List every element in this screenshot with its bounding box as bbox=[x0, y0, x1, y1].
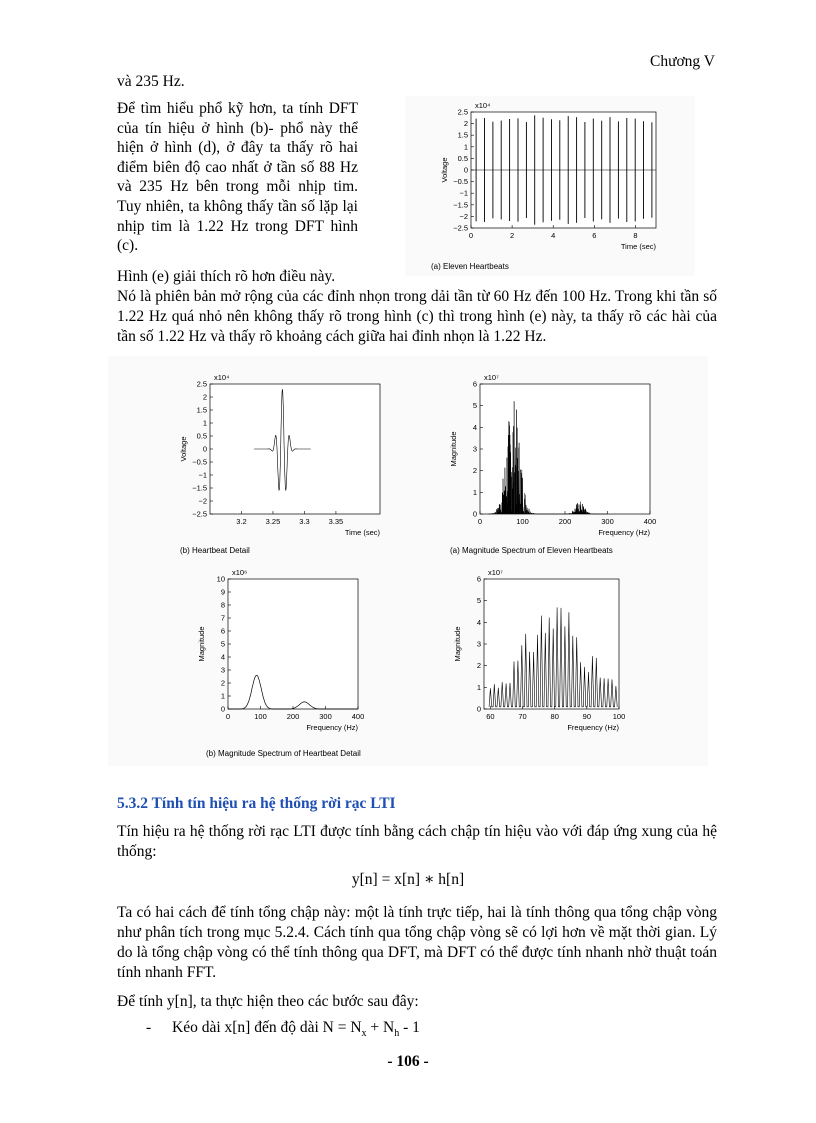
chart-spectrum-eleven bbox=[444, 366, 664, 551]
y-tick-label: 2.5 bbox=[196, 379, 207, 389]
chart-spectrum-zoom bbox=[453, 561, 650, 746]
y-tick-label: 0 bbox=[202, 444, 207, 454]
y-tick-label: 3 bbox=[220, 665, 225, 675]
x-tick-label: 2 bbox=[510, 231, 515, 240]
x-tick-label: 70 bbox=[518, 712, 527, 721]
x-tick-label: 0 bbox=[477, 517, 483, 526]
x-tick-label: 0 bbox=[225, 712, 231, 721]
chart-heartbeat-detail bbox=[166, 366, 396, 551]
y-tick-label: 0.5 bbox=[457, 153, 468, 163]
x-tick-label: 3.3 bbox=[299, 517, 310, 526]
paragraph-1: Để tìm hiểu phổ kỹ hơn, ta tính DFT của tín hiệu ở hình (b)- phổ này thể hiện ở hình (d), ở đây ta thấy rõ hai điểm biên độ cao nhất ở tần số 88 Hz và 235 Hz bên trong mỗi nhịp tim. Tuy nhiên, ta không thấy tần số lặp lại nhịp tim là 1.22 Hz trong DFT hình (c). bbox=[117, 100, 358, 255]
y-tick-label: 1 bbox=[476, 682, 481, 692]
chapter-header: Chương V bbox=[650, 53, 715, 70]
x-tick-label: 80 bbox=[550, 712, 559, 721]
x-axis-label: Frequency (Hz) bbox=[567, 723, 619, 732]
bullet-dash: - bbox=[146, 1019, 152, 1036]
y-tick-label: 1 bbox=[472, 487, 477, 497]
y-axis-label: Voltage bbox=[440, 157, 449, 183]
page-number: - 106 - bbox=[387, 1053, 429, 1070]
x-axis-label: Time (sec) bbox=[344, 528, 380, 537]
y-tick-label: 0 bbox=[220, 704, 225, 714]
x-tick-label: 200 bbox=[558, 517, 572, 526]
x-tick-label: 300 bbox=[601, 517, 614, 526]
y-tick-label: −1.5 bbox=[453, 200, 468, 210]
y-tick-label: 2 bbox=[220, 678, 225, 688]
paragraph-2-first-line: Hình (e) giải thích rõ hơn điều này. bbox=[117, 268, 336, 285]
y-tick-label: 2 bbox=[463, 119, 468, 129]
chart-spectrum-detail bbox=[196, 561, 386, 746]
y-tick-label: 4 bbox=[220, 652, 225, 662]
y-tick-label: 4 bbox=[476, 617, 481, 627]
y-tick-label: 3 bbox=[476, 639, 481, 649]
y-axis-label: Magnitude bbox=[197, 626, 206, 662]
x-axis-label: Frequency (Hz) bbox=[306, 723, 358, 732]
paragraph-4: Ta có hai cách để tính tổng chập này: một là tính trực tiếp, hai là tính thông qua tổng chập vòng như phân tích trong mục 5.2.4. Cách tính qua tổng chập vòng sẽ có lợi hơn về mặt thời gian. Lý do là tổng chập vòng có thể tính thông qua DFT, mà DFT có thể được tính nhanh nhờ thuật toán tính nhanh FFT. bbox=[117, 904, 717, 981]
y-tick-label: 0 bbox=[476, 704, 481, 714]
y-tick-label: 2 bbox=[202, 392, 207, 402]
axis-exponent: x10⁷ bbox=[488, 568, 503, 577]
x-tick-label: 100 bbox=[516, 517, 529, 526]
y-tick-label: 0.5 bbox=[196, 431, 207, 441]
y-tick-label: −2.5 bbox=[192, 509, 207, 519]
y-tick-label: 0 bbox=[463, 165, 468, 175]
y-tick-label: 2 bbox=[476, 661, 481, 671]
y-tick-label: −1 bbox=[459, 188, 468, 198]
figure-d-caption: (b) Magnitude Spectrum of Heartbeat Detail bbox=[206, 749, 361, 758]
figure-c-caption: (a) Magnitude Spectrum of Eleven Heartbeats bbox=[450, 546, 613, 555]
y-axis-label: Voltage bbox=[179, 436, 188, 462]
figure-grid bbox=[108, 356, 708, 766]
y-tick-label: 8 bbox=[220, 600, 225, 610]
y-tick-label: 5 bbox=[476, 596, 481, 606]
y-tick-label: 6 bbox=[476, 574, 481, 584]
x-tick-label: 4 bbox=[551, 231, 556, 240]
x-axis-label: Time (sec) bbox=[620, 242, 656, 251]
y-axis-label: Magnitude bbox=[453, 626, 462, 662]
axis-exponent: x10⁴ bbox=[475, 101, 491, 110]
x-tick-label: 100 bbox=[612, 712, 626, 721]
y-tick-label: 2 bbox=[472, 466, 477, 476]
y-tick-label: 3 bbox=[472, 444, 477, 454]
x-tick-label: 300 bbox=[319, 712, 332, 721]
plot-frame bbox=[484, 579, 619, 709]
y-tick-label: 10 bbox=[216, 574, 225, 584]
x-tick-label: 400 bbox=[643, 517, 657, 526]
equation-convolution: y[n] = x[n] ∗ h[n] bbox=[351, 871, 465, 888]
x-tick-label: 6 bbox=[592, 231, 597, 240]
x-tick-label: 100 bbox=[254, 712, 267, 721]
intro-line: và 235 Hz. bbox=[117, 73, 185, 90]
y-tick-label: −0.5 bbox=[192, 457, 207, 467]
y-tick-label: 1 bbox=[463, 142, 468, 152]
section-heading: 5.3.2 Tính tín hiệu ra hệ thống rời rạc LTI bbox=[117, 795, 396, 812]
y-tick-label: −2.5 bbox=[453, 223, 468, 233]
paragraph-5: Để tính y[n], ta thực hiện theo các bước sau đây: bbox=[117, 993, 419, 1010]
chart-eleven-heartbeats bbox=[405, 96, 695, 276]
paragraph-3: Tín hiệu ra hệ thống rời rạc LTI được tính bằng cách chập tín hiệu vào với đáp ứng xung của hệ thống: bbox=[117, 823, 717, 860]
figure-a bbox=[405, 96, 695, 276]
x-tick-label: 3.2 bbox=[236, 517, 247, 526]
y-tick-label: 0 bbox=[472, 509, 477, 519]
axis-exponent: x10⁶ bbox=[232, 568, 248, 577]
figure-b-caption: (b) Heartbeat Detail bbox=[180, 546, 250, 555]
y-tick-label: 1 bbox=[220, 691, 225, 701]
x-tick-label: 8 bbox=[633, 231, 638, 240]
y-tick-label: 6 bbox=[220, 626, 225, 636]
axis-exponent: x10⁴ bbox=[214, 373, 230, 382]
x-axis-label: Frequency (Hz) bbox=[598, 528, 650, 537]
y-tick-label: −0.5 bbox=[453, 177, 468, 187]
x-tick-label: 400 bbox=[351, 712, 365, 721]
paragraph-2: Nó là phiên bản mở rộng của các đỉnh nhọn trong dải tần từ 60 Hz đến 100 Hz. Trong khi tần số 1.22 Hz quá nhỏ nên không thấy rõ trong hình (c) thì trong hình (e) này, ta thấy rõ các hài của tần số 1.22 Hz và thấy rõ khoảng cách giữa hai đỉnh nhọn là 1.22 Hz. bbox=[117, 288, 717, 345]
x-tick-label: 90 bbox=[582, 712, 592, 721]
y-tick-label: −2 bbox=[198, 496, 207, 506]
y-tick-label: 4 bbox=[472, 422, 477, 432]
y-tick-label: 7 bbox=[220, 613, 225, 623]
x-tick-label: 200 bbox=[286, 712, 300, 721]
y-axis-label: Magnitude bbox=[449, 431, 458, 467]
y-tick-label: 6 bbox=[472, 379, 477, 389]
figure-a-caption: (a) Eleven Heartbeats bbox=[431, 262, 509, 271]
y-tick-label: 1.5 bbox=[457, 130, 468, 140]
y-tick-label: 9 bbox=[220, 587, 225, 597]
y-tick-label: 1 bbox=[202, 418, 207, 428]
y-tick-label: 1.5 bbox=[196, 405, 207, 415]
x-tick-label: 60 bbox=[486, 712, 495, 721]
y-tick-label: −2 bbox=[459, 211, 468, 221]
y-tick-label: 5 bbox=[220, 639, 225, 649]
y-tick-label: 2.5 bbox=[457, 107, 468, 117]
x-tick-label: 0 bbox=[468, 231, 474, 240]
x-tick-label: 3.25 bbox=[265, 517, 281, 526]
x-tick-label: 3.35 bbox=[328, 517, 344, 526]
y-tick-label: 5 bbox=[472, 401, 477, 411]
plot-frame bbox=[228, 579, 358, 709]
y-tick-label: −1 bbox=[198, 470, 207, 480]
y-tick-label: −1.5 bbox=[192, 483, 207, 493]
axis-exponent: x10⁷ bbox=[484, 373, 499, 382]
bullet-text: Kéo dài x[n] đến độ dài $N = N_x + N_h - 1$ bbox=[172, 1019, 420, 1040]
